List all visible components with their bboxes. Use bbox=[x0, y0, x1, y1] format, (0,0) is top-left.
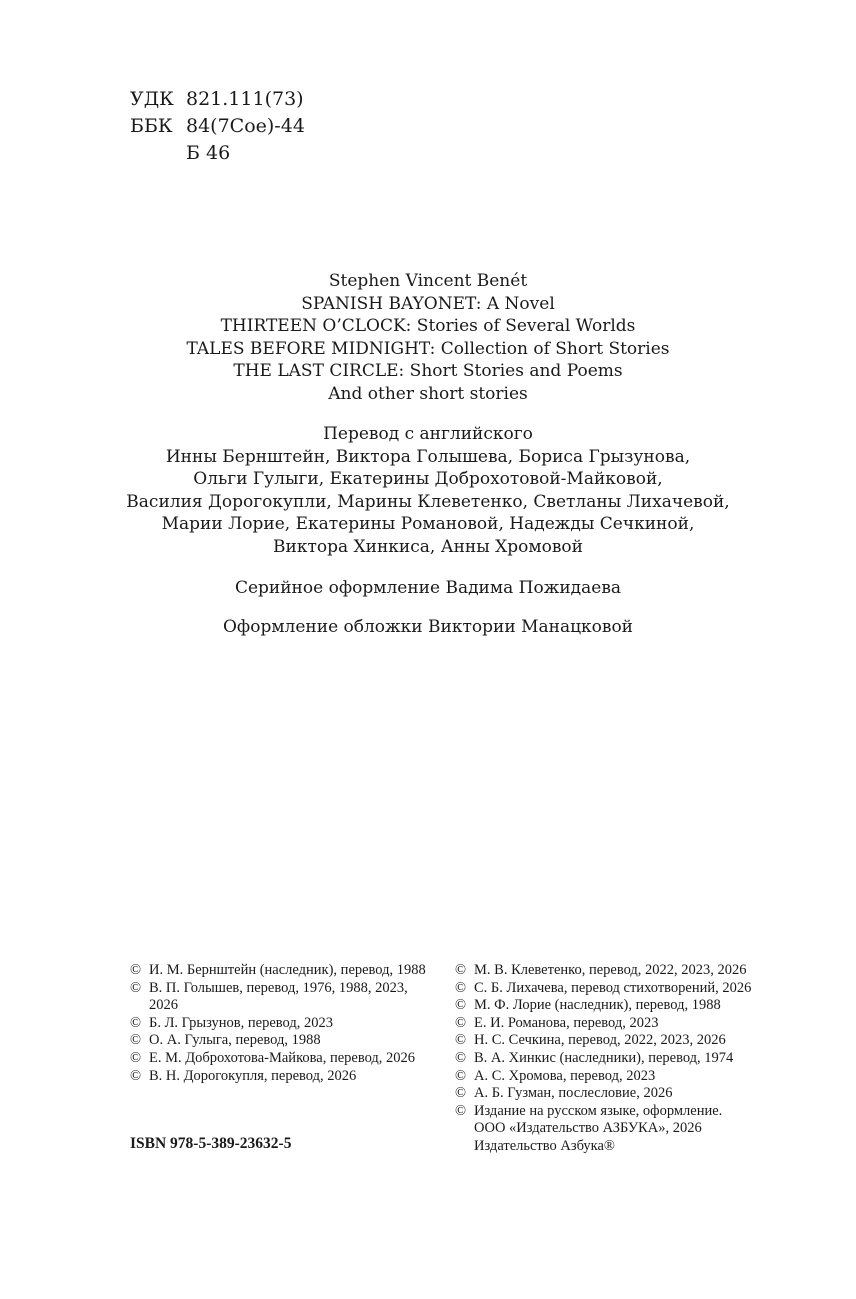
copyright-continuation: 2026 bbox=[149, 997, 178, 1014]
copyright-line: © А. С. Хромова, перевод, 2023 bbox=[455, 1067, 656, 1084]
translator-line: Виктора Хинкиса, Анны Хромовой bbox=[273, 536, 583, 557]
translator-line: Василия Дорогокупли, Марины Клеветенко, Светланы Лихачевой, bbox=[126, 491, 730, 512]
copyright-icon: © bbox=[455, 962, 467, 978]
classification-block bbox=[130, 86, 305, 167]
copyright-line: © А. Б. Гузман, послесловие, 2026 bbox=[455, 1085, 673, 1102]
copyright-icon: © bbox=[130, 962, 142, 978]
copyright-line: © В. Н. Дорогокупля, перевод, 2026 bbox=[130, 1067, 357, 1084]
copyright-icon: © bbox=[455, 1067, 467, 1084]
bbk-value: 84(7Сое)-44 bbox=[186, 115, 305, 137]
copyright-icon: © bbox=[130, 1014, 142, 1031]
original-title-line: And other short stories bbox=[328, 383, 528, 404]
copyright-line: © И. М. Бернштейн (наследник), перевод, 1988 bbox=[130, 962, 426, 978]
translator-line: Инны Бернштейн, Виктора Голышева, Бориса Грызунова, bbox=[165, 446, 691, 467]
copyright-icon: © bbox=[130, 1049, 142, 1066]
udk-row bbox=[130, 86, 305, 113]
udk-label: УДК bbox=[130, 88, 174, 110]
copyright-icon: © bbox=[455, 1014, 467, 1031]
author-code-row bbox=[130, 140, 305, 167]
author-name: Stephen Vincent Benét bbox=[328, 271, 528, 291]
copyright-icon: © bbox=[455, 997, 467, 1014]
bbk-row bbox=[130, 113, 305, 140]
series-design-credit: Серийное оформление Вадима Пожидаева bbox=[234, 578, 622, 598]
copyright-line: © Издание на русском языке, оформление. bbox=[455, 1102, 723, 1119]
publisher-brand: Издательство Азбука® bbox=[474, 1137, 615, 1154]
original-title-line: THIRTEEN O’CLOCK: Stories of Several Worlds bbox=[220, 316, 636, 336]
copyright-line: © В. П. Голышев, перевод, 1976, 1988, 2023, bbox=[130, 979, 408, 996]
udk-value: 821.111(73) bbox=[186, 88, 304, 110]
translator-line: Марии Лорие, Екатерины Романовой, Надежды Сечкиной, bbox=[161, 514, 695, 534]
copyright-icon: © bbox=[130, 1032, 142, 1049]
copyright-line: © М. В. Клеветенко, перевод, 2022, 2023, 2026 bbox=[455, 962, 747, 978]
copyright-line: © В. А. Хинкис (наследники), перевод, 1974 bbox=[455, 1049, 734, 1066]
copyright-line: © Б. Л. Грызунов, перевод, 2023 bbox=[130, 1014, 333, 1031]
original-titles bbox=[0, 270, 856, 405]
translation-credits bbox=[0, 423, 856, 558]
publisher-line: ООО «Издательство АЗБУКА», 2026 bbox=[474, 1120, 702, 1137]
author-code: Б 46 bbox=[186, 142, 231, 164]
translation-heading: Перевод с английского bbox=[323, 424, 533, 444]
original-title-line: SPANISH BAYONET: A Novel bbox=[301, 293, 555, 314]
copyright-line: © С. Б. Лихачева, перевод стихотворений, 2026 bbox=[455, 979, 752, 996]
copyright-icon: © bbox=[455, 1032, 467, 1049]
copyright-line: © Н. С. Сечкина, перевод, 2022, 2023, 2026 bbox=[455, 1032, 726, 1049]
original-title-line: THE LAST CIRCLE: Short Stories and Poems bbox=[233, 361, 623, 381]
copyright-icon: © bbox=[455, 1102, 467, 1119]
copyright-icon: © bbox=[455, 1085, 467, 1102]
translator-line: Ольги Гулыги, Екатерины Доброхотовой-Майковой, bbox=[193, 469, 663, 489]
copyright-icon: © bbox=[130, 1067, 142, 1084]
copyright-line: © О. А. Гулыга, перевод, 1988 bbox=[130, 1032, 321, 1049]
copyright-icon: © bbox=[130, 979, 142, 996]
copyright-icon: © bbox=[455, 1049, 467, 1066]
copyrights-right-column bbox=[455, 962, 785, 1156]
bbk-label: ББК bbox=[130, 115, 173, 137]
cover-design-credit: Оформление обложки Виктории Манацковой bbox=[222, 617, 634, 637]
copyrights-left-column bbox=[130, 962, 450, 1085]
copyright-line: © Е. И. Романова, перевод, 2023 bbox=[455, 1014, 659, 1031]
original-title-line: TALES BEFORE MIDNIGHT: Collection of Short Stories bbox=[186, 338, 670, 359]
copyright-icon: © bbox=[455, 979, 467, 996]
copyright-line: © М. Ф. Лорие (наследник), перевод, 1988 bbox=[455, 997, 721, 1014]
isbn: ISBN 978-5-389-23632-5 bbox=[130, 1135, 292, 1152]
copyright-line: © Е. М. Доброхотова-Майкова, перевод, 2026 bbox=[130, 1049, 416, 1066]
